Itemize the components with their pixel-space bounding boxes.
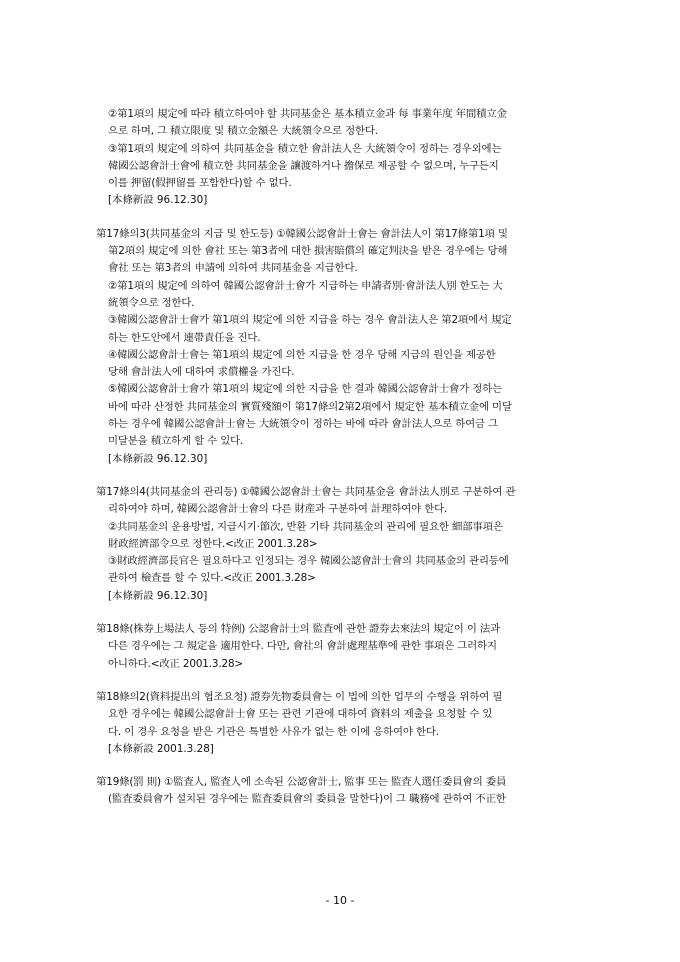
text-line: ④韓國公認會計士會는 第1項의 規定에 의한 지급을 한 경우 당해 지급의 원인을 제공한 <box>108 348 496 361</box>
text-line: ⑤韓國公認會計士會가 第1項의 規定에 의한 지급을 한 결과 韓國公認會計士會가 정하는 <box>108 383 502 396</box>
text-line: ③韓國公認會計士會가 第1項의 規定에 의한 지급을 하는 경우 會計法人은 第2項에서 規定 <box>108 314 512 327</box>
article-block <box>96 106 588 210</box>
text-line: 第17條의3(共同基金의 지급 및 한도등) ①韓國公認會計士會는 會計法人이 第17條第1項 및 <box>96 227 508 240</box>
text-line: 당해 會計法人에 대하여 求償權을 가진다. <box>108 366 295 379</box>
page-number: - 10 - <box>325 894 355 907</box>
text-line: 요한 경우에는 韓國公認會計士會 또는 관련 기관에 대하여 資料의 제출을 요청할 수 있 <box>108 708 493 721</box>
text-line: 財政經濟部令으로 정한다.<改正 2001.3.28> <box>108 537 318 550</box>
article-block <box>96 226 588 468</box>
text-line: 하는 경우에 韓國公認會計士會는 大統領令이 정하는 바에 따라 會計法人으로 하여금 그 <box>108 418 498 431</box>
text-line: 다른 경우에는 그 規定을 適用한다. 다만, 會社의 會計處理基準에 관한 事項은 그러하지 <box>108 640 497 653</box>
text-line: 리하여야 하며, 韓國公認會計士會의 다른 財産과 구분하여 計理하여야 한다. <box>108 503 448 516</box>
article-block <box>96 774 588 809</box>
text-line: 第17條의4(共同基金의 관리등) ①韓國公認會計士會는 共同基金을 會計法人別로 구분하여 관 <box>96 485 516 498</box>
text-line: 아니하다.<改正 2001.3.28> <box>108 657 243 670</box>
text-line: 會社 또는 第3者의 申請에 의하여 共同基金을 지급한다. <box>108 262 358 275</box>
text-line: 第19條(罰 則) ①監査人, 監査人에 소속된 公認會計士, 監事 또는 監査人選任委員會의 委員 <box>96 776 507 789</box>
text-line: (監査委員會가 설치된 경우에는 監査委員會의 委員을 말한다)이 그 職務에 관하여 不正한 <box>108 793 506 806</box>
amendment-note: [本條新設 96.12.30] <box>108 452 208 465</box>
text-line: ③第1項의 規定에 의하여 共同基金을 積立한 會計法人은 大統領令이 정하는 경우외에는 <box>108 142 502 155</box>
text-line: ③財政經濟部長官은 필요하다고 인정되는 경우 韓國公認會計士會의 共同基金의 관리등에 <box>108 555 509 568</box>
text-line: 韓國公認會計士會에 積立한 共同基金을 讓渡하거나 擔保로 제공할 수 없으며, 누구든지 <box>108 159 499 172</box>
amendment-note: [本條新設 2001.3.28] <box>108 742 214 755</box>
article-block <box>96 621 588 673</box>
text-line: 으로 하며, 그 積立限度 및 積立金額은 大統領令으로 정한다. <box>108 125 378 138</box>
article-block <box>96 689 588 758</box>
text-line: 하는 한도안에서 連帶責任을 진다. <box>108 331 261 344</box>
text-line: 第18條의2(資料提出의 협조요청) 證券先物委員會는 이 법에 의한 업무의 수행을 위하여 필 <box>96 690 503 703</box>
amendment-note: [本條新設 96.12.30] <box>108 194 208 207</box>
text-line: 이를 押留(假押留를 포함한다)할 수 없다. <box>108 177 292 190</box>
text-line: ②第1項의 規定에 따라 積立하여야 할 共同基金은 基本積立金과 每 事業年度 年間積立金 <box>108 108 507 120</box>
text-line: 미달분을 積立하게 할 수 있다. <box>108 435 244 448</box>
text-line: 바에 따라 산정한 共同基金의 實質殘額이 第17條의2第2項에서 規定한 基本積立金에 미달 <box>108 400 512 413</box>
text-line: ②共同基金의 운용방법, 지급시기·節次, 반환 기타 共同基金의 관리에 필요한 細部事項은 <box>108 520 503 533</box>
text-line: 관하여 檢査를 할 수 있다.<改正 2001.3.28> <box>108 572 316 585</box>
text-line: 統領令으로 정한다. <box>108 296 195 309</box>
text-line: ②第1項의 規定에 의하여 韓國公認會計士會가 지급하는 申請者別·會計法人別 한도는 大 <box>108 279 503 292</box>
text-line: 다. 이 경우 요청을 받은 기관은 특별한 사유가 없는 한 이에 응하여야 한다. <box>108 725 439 738</box>
amendment-note: [本條新設 96.12.30] <box>108 589 208 602</box>
document-body <box>96 106 588 825</box>
text-line: 第18條(株券上場法人 등의 特例) 公認會計士의 監査에 관한 證券去來法의 規定이 이 法과 <box>96 623 500 636</box>
text-line: 第2項의 規定에 의한 會社 또는 第3者에 대한 損害賠償의 確定判決을 받은 경우에는 당해 <box>108 245 508 258</box>
article-block <box>96 484 588 605</box>
